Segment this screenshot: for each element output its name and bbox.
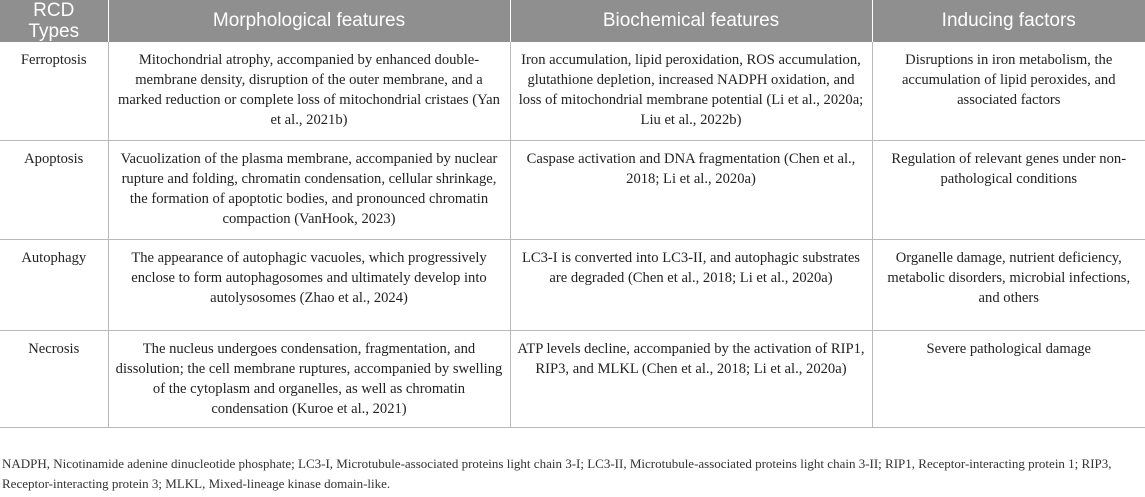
cell-morphological: The nucleus undergoes condensation, fragmentation, and dissolution; the cell membrane ruptures, accompanied by swelling of the cytoplasm and organelles, as well as chromatin condensation (Kuroe et al., 2021) — [108, 331, 510, 428]
header-biochemical-features: Biochemical features — [510, 0, 872, 42]
header-morphological-features: Morphological features — [108, 0, 510, 42]
cell-morphological: Vacuolization of the plasma membrane, accompanied by nuclear rupture and folding, chromatin condensation, cellular shrinkage, the formation of apoptotic bodies, and pronounced chromatin compaction (VanHook, 2023) — [108, 141, 510, 240]
cell-rcd-type: Necrosis — [0, 331, 108, 428]
cell-inducing: Disruptions in iron metabolism, the accumulation of lipid peroxides, and associated factors — [872, 42, 1145, 141]
table-header — [0, 0, 1145, 42]
table-row — [0, 141, 1145, 240]
cell-morphological: Mitochondrial atrophy, accompanied by enhanced double-membrane density, disruption of the outer membrane, and a marked reduction or complete loss of mitochondrial cristaes (Yan et al., 2021b) — [108, 42, 510, 141]
abbreviations-footnote: NADPH, Nicotinamide adenine dinucleotide phosphate; LC3-I, Microtubule-associated proteins light chain 3-I; LC3-II, Microtubule-associated proteins light chain 3-II; RIP1, Receptor-interacting protein 1; RIP3, Receptor-interacting protein 3; MLKL, Mixed-lineage kinase domain-like. — [2, 456, 1112, 491]
cell-inducing: Organelle damage, nutrient deficiency, metabolic disorders, microbial infections, and others — [872, 240, 1145, 331]
table-row — [0, 42, 1145, 141]
cell-inducing: Severe pathological damage — [872, 331, 1145, 428]
cell-rcd-type: Autophagy — [0, 240, 108, 331]
header-row — [0, 0, 1145, 42]
header-inducing-factors: Inducing factors — [872, 0, 1145, 42]
header-rcd-types: RCD Types — [0, 0, 108, 42]
cell-rcd-type: Ferroptosis — [0, 42, 108, 141]
cell-rcd-type: Apoptosis — [0, 141, 108, 240]
cell-biochemical: Caspase activation and DNA fragmentation (Chen et al., 2018; Li et al., 2020a) — [510, 141, 872, 240]
table-body — [0, 42, 1145, 428]
cell-biochemical: Iron accumulation, lipid peroxidation, ROS accumulation, glutathione depletion, increased NADPH oxidation, and loss of mitochondrial membrane potential (Li et al., 2020a; Liu et al., 2022b) — [510, 42, 872, 141]
cell-morphological: The appearance of autophagic vacuoles, which progressively enclose to form autophagosomes and ultimately develop into autolysosomes (Zhao et al., 2024) — [108, 240, 510, 331]
table-row — [0, 331, 1145, 428]
cell-biochemical: ATP levels decline, accompanied by the activation of RIP1, RIP3, and MLKL (Chen et al., 2018; Li et al., 2020a) — [510, 331, 872, 428]
table-row — [0, 240, 1145, 331]
cell-inducing: Regulation of relevant genes under non-pathological conditions — [872, 141, 1145, 240]
cell-biochemical: LC3-I is converted into LC3-II, and autophagic substrates are degraded (Chen et al., 2018; Li et al., 2020a) — [510, 240, 872, 331]
